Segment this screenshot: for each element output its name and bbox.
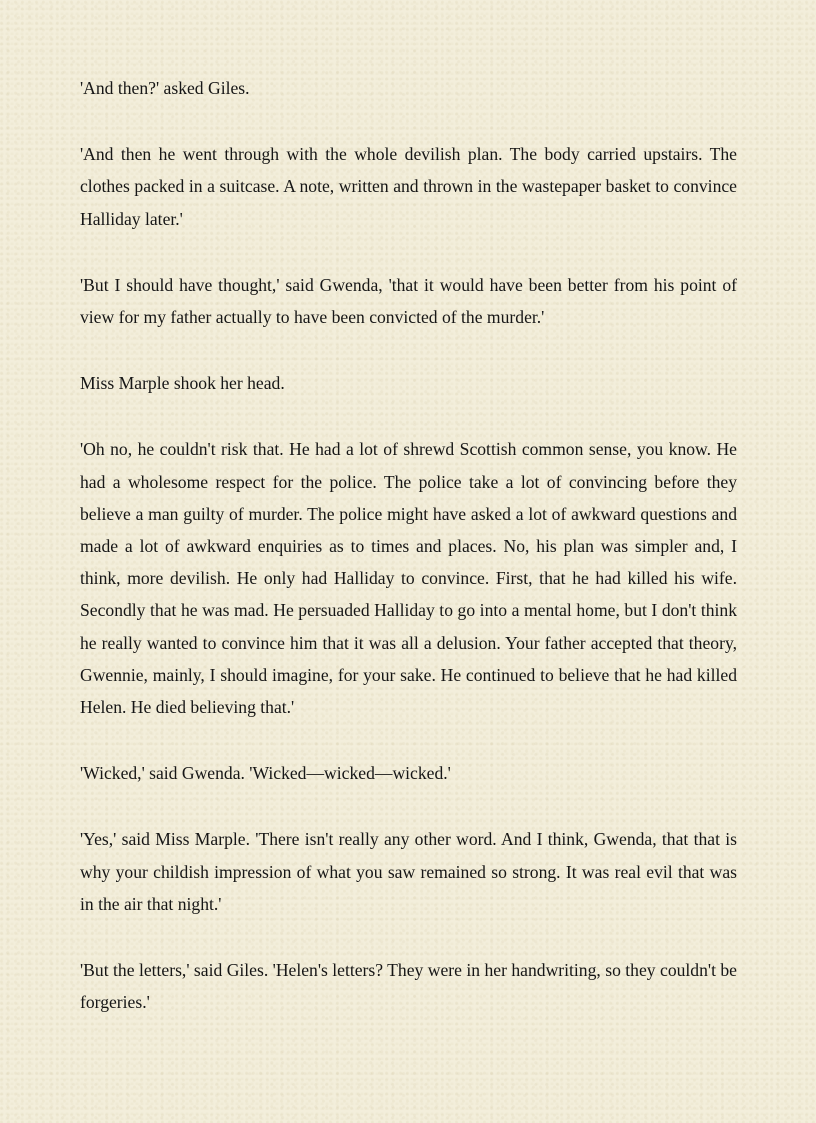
paragraph-3: 'But I should have thought,' said Gwenda, 'that it would have been better from his point of view for my father actually to have been convicted of the murder.' (80, 274, 737, 328)
paragraph-8: 'But the letters,' said Giles. 'Helen's letters? They were in her handwriting, so they couldn't be forgeries.' (80, 960, 737, 1013)
paragraph-6: 'Wicked,' said Gwenda. 'Wicked—wicked—wicked.' (80, 763, 451, 784)
paragraph-2: 'And then he went through with the whole devilish plan. The body carried upstairs. The clothes packed in a suitcase. A note, written and thrown in the wastepaper basket to convince Halliday later.' (80, 144, 737, 229)
paragraph-4: Miss Marple shook her head. (80, 373, 285, 394)
page-body (80, 72, 737, 1052)
paragraph-1: 'And then?' asked Giles. (80, 78, 250, 98)
paragraph-5: 'Oh no, he couldn't risk that. He had a lot of shrewd Scottish common sense, you know. He had a wholesome respect for the police. The police take a lot of convincing before they believe a man guilty of murder. The police might have asked a lot of awkward questions and made a lot of awkward enquiries as to times and places. No, his plan was simpler and, I think, more devilish. He only had Halliday to convince. First, that he had killed his wife. Secondly that he was mad. He persuaded Halliday to go into a mental home, but I don't think he really wanted to convince him that it was all a delusion. Your father accepted that theory, Gwennie, mainly, I should imagine, for your sake. He continued to believe that he had killed Helen. He died believing that.' (80, 439, 737, 718)
paragraph-7: 'Yes,' said Miss Marple. 'There isn't really any other word. And I think, Gwenda, that that is why your childish impression of what you saw remained so strong. It was real evil that was in the air that night.' (80, 829, 737, 914)
